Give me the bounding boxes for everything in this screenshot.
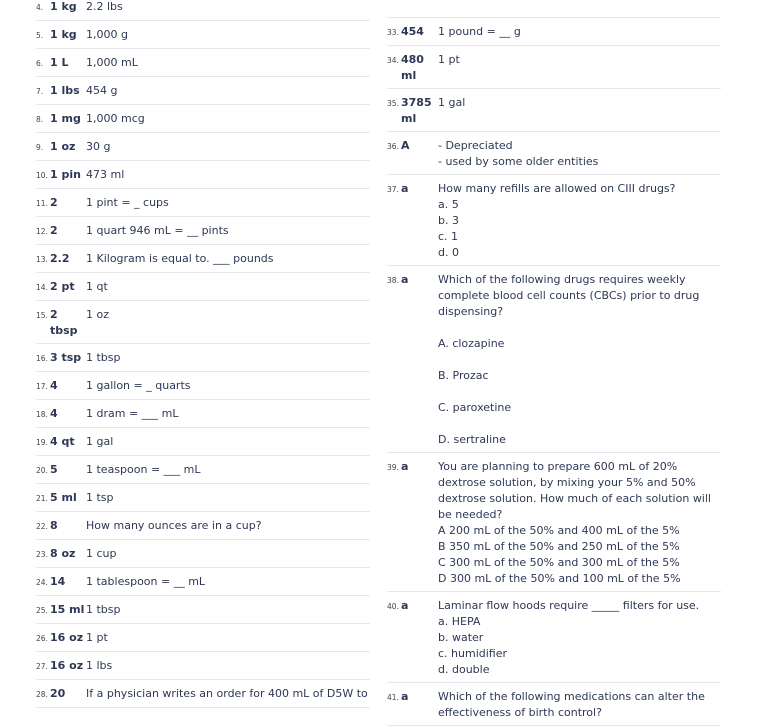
definition-line: c. 1 [438, 230, 459, 243]
definition-line: A 200 mL of the 50% and 400 mL of the 5% [438, 524, 680, 537]
card-number: 18. [36, 410, 48, 419]
definition-line: 1 quart 946 mL = __ pints [86, 224, 229, 237]
card-definition [86, 630, 370, 647]
card-number: 35. [387, 99, 399, 108]
card-term: a [401, 599, 409, 612]
card-definition [86, 658, 370, 675]
card-definition [86, 307, 370, 339]
card-definition [86, 378, 370, 395]
definition-line: 2.2 lbs [86, 0, 123, 13]
definition-line: 1 tsp [86, 491, 114, 504]
card-term: 4 [50, 379, 58, 392]
card-definition [86, 83, 370, 100]
left-column [36, 0, 370, 708]
card-definition [86, 251, 370, 268]
definition-line: 1 oz [86, 308, 109, 321]
definition-line: 1 pt [438, 53, 460, 66]
definition-line: C. paroxetine [438, 401, 512, 414]
card-term: 1 kg [50, 0, 77, 13]
card-term: 1 L [50, 56, 69, 69]
card-definition [86, 462, 370, 479]
card-term: 8 oz [50, 547, 76, 560]
card-definition [86, 223, 370, 240]
card-number: 26. [36, 634, 48, 643]
definition-line: How many refills are allowed on CIII drugs? [438, 182, 676, 195]
flashcard-row [387, 89, 721, 132]
definition-line: Which of the following drugs requires weekly complete blood cell counts (CBCs) prior to drug dispensing? [438, 273, 700, 318]
card-number: 21. [36, 494, 48, 503]
card-term: 2 [50, 224, 58, 237]
definition-line: 1 Kilogram is equal to. ___ pounds [86, 252, 274, 265]
definition-line: 454 g [86, 84, 118, 97]
definition-line: 1 tablespoon = __ mL [86, 575, 206, 588]
definition-line: You are planning to prepare 600 mL of 20% dextrose solution, by mixing your 5% and 50% dextrose solution. How much of each solution will be needed? [438, 460, 711, 521]
definition-line: - used by some older entities [438, 155, 599, 168]
card-term: 8 [50, 519, 58, 532]
card-definition [86, 686, 370, 703]
flashcard-row [36, 400, 370, 428]
definition-line: 1 gal [86, 435, 114, 448]
definition-line: d. 0 [438, 246, 459, 259]
right-column [387, 0, 721, 726]
flashcard-row [36, 540, 370, 568]
card-number: 24. [36, 578, 48, 587]
card-term: 14 [50, 575, 66, 588]
card-term: a [401, 460, 409, 473]
card-definition [438, 598, 721, 678]
flashcard-row [36, 77, 370, 105]
card-term: 3 tsp [50, 351, 82, 364]
card-definition [86, 350, 370, 367]
card-number: 10. [36, 171, 48, 180]
card-term [401, 0, 438, 13]
definition-line: 1 cup [86, 547, 117, 560]
card-definition [86, 574, 370, 591]
definition-line: 30 g [86, 140, 111, 153]
card-number: 39. [387, 463, 399, 472]
card-number: 11. [36, 199, 48, 208]
definition-line: 1 gallon = _ quarts [86, 379, 191, 392]
definition-line: How many ounces are in a cup? [86, 519, 262, 532]
card-term: 5 [50, 463, 58, 476]
card-number: 20. [36, 466, 48, 475]
card-term: a [401, 690, 409, 703]
flashcard-row [36, 568, 370, 596]
definition-line: 1 tbsp [86, 603, 121, 616]
card-definition [86, 434, 370, 451]
card-term: 16 oz [50, 659, 84, 672]
card-definition [438, 689, 721, 721]
definition-line: d. double [438, 663, 490, 676]
definition-line: 1,000 g [86, 28, 128, 41]
card-number: 8. [36, 115, 44, 124]
definition-line: - Depreciated [438, 139, 513, 152]
flashcard-row [36, 217, 370, 245]
card-definition [86, 195, 370, 212]
card-definition [438, 181, 721, 261]
card-number: 19. [36, 438, 48, 447]
card-term: 3785 ml [401, 96, 432, 125]
card-term: 1 kg [50, 28, 77, 41]
flashcard-row [387, 46, 721, 89]
definition-line: 1,000 mcg [86, 112, 145, 125]
flashcard-row [387, 0, 721, 18]
card-number: 27. [36, 662, 48, 671]
card-definition [86, 490, 370, 507]
definition-line: 1 teaspoon = ___ mL [86, 463, 201, 476]
card-term: 1 pin [50, 168, 81, 181]
definition-line: 1 qt [86, 280, 108, 293]
card-number: 7. [36, 87, 44, 96]
card-definition [86, 55, 370, 72]
card-number: 17. [36, 382, 48, 391]
definition-line [438, 320, 721, 336]
card-number: 41. [387, 693, 399, 702]
card-number: 14. [36, 283, 48, 292]
card-definition [86, 279, 370, 296]
flashcard-row [36, 245, 370, 273]
card-definition [438, 24, 721, 41]
card-number: 12. [36, 227, 48, 236]
card-number: 34. [387, 56, 399, 65]
definition-line: 1 dram = ___ mL [86, 407, 179, 420]
card-number: 22. [36, 522, 48, 531]
definition-line: Which of the following medications can alter the effectiveness of birth control? [438, 690, 705, 719]
definition-line: 473 ml [86, 168, 125, 181]
card-definition [438, 95, 721, 127]
flashcard-row [36, 456, 370, 484]
card-number: 36. [387, 142, 399, 151]
card-term: 2.2 [50, 252, 70, 265]
card-definition [438, 0, 721, 13]
card-number: 33. [387, 28, 399, 37]
card-term: A [401, 139, 410, 152]
flashcard-row [36, 21, 370, 49]
definition-line: b. water [438, 631, 484, 644]
definition-line: 1 pint = _ cups [86, 196, 169, 209]
card-number: 28. [36, 690, 48, 699]
card-term: 454 [401, 25, 424, 38]
flashcard-row [387, 453, 721, 592]
card-definition [86, 111, 370, 128]
card-definition [86, 27, 370, 44]
card-term: a [401, 182, 409, 195]
card-term: 1 oz [50, 140, 76, 153]
flashcard-row [36, 161, 370, 189]
card-term: 2 [50, 196, 58, 209]
card-number: 25. [36, 606, 48, 615]
flashcard-row [387, 18, 721, 46]
definition-line [438, 0, 721, 13]
flashcard-row [36, 49, 370, 77]
card-definition [86, 406, 370, 423]
card-term: 1 mg [50, 112, 81, 125]
definition-line: a. 5 [438, 198, 459, 211]
card-number: 38. [387, 276, 399, 285]
definition-line: D 300 mL of the 50% and 100 mL of the 5% [438, 572, 681, 585]
card-term: 5 ml [50, 491, 77, 504]
card-number: 6. [36, 59, 44, 68]
definition-line: c. humidifier [438, 647, 508, 660]
flashcard-row [36, 624, 370, 652]
definition-line: 1 pt [86, 631, 108, 644]
definition-line: Laminar flow hoods require _____ filters for use. [438, 599, 700, 612]
flashcard-row [387, 175, 721, 266]
card-number: 15. [36, 311, 48, 320]
card-definition [86, 546, 370, 563]
card-number: 37. [387, 185, 399, 194]
flashcard-row [36, 273, 370, 301]
card-number: 9. [36, 143, 44, 152]
flashcard-row [36, 344, 370, 372]
flashcard-row [36, 652, 370, 680]
flashcard-row [36, 133, 370, 161]
card-term: 1 lbs [50, 84, 80, 97]
flashcard-row [36, 680, 370, 708]
card-number: 13. [36, 255, 48, 264]
card-term: a [401, 273, 409, 286]
definition-line [438, 352, 721, 368]
card-definition [438, 52, 721, 84]
flashcard-row [36, 428, 370, 456]
definition-line: 1,000 mL [86, 56, 138, 69]
card-definition [86, 602, 370, 619]
card-term: 20 [50, 687, 66, 700]
card-definition [438, 272, 721, 448]
flashcard-row [36, 105, 370, 133]
card-number: 23. [36, 550, 48, 559]
card-term: 480 ml [401, 53, 424, 82]
definition-line: D. sertraline [438, 433, 506, 446]
flashcard-row [36, 0, 370, 21]
card-definition [438, 459, 721, 587]
card-definition [86, 518, 370, 535]
definition-line: 1 gal [438, 96, 466, 109]
card-term: 2 tbsp [50, 308, 78, 337]
card-term: 16 oz [50, 631, 84, 644]
card-definition [438, 138, 721, 170]
card-number: 16. [36, 354, 48, 363]
flashcard-row [36, 484, 370, 512]
definition-line: a. HEPA [438, 615, 481, 628]
flashcard-row [387, 683, 721, 726]
definition-line: B. Prozac [438, 369, 489, 382]
card-number [387, 0, 401, 13]
flashcard-row [387, 266, 721, 453]
card-number: 40. [387, 602, 399, 611]
card-term: 15 ml [50, 603, 85, 616]
card-number: 4. [36, 3, 44, 12]
flashcard-row [387, 132, 721, 175]
definition-line [438, 384, 721, 400]
flashcard-row [36, 189, 370, 217]
definition-line: 1 tbsp [86, 351, 121, 364]
card-definition [86, 167, 370, 184]
definition-line: B 350 mL of the 50% and 250 mL of the 5% [438, 540, 680, 553]
card-term: 4 qt [50, 435, 75, 448]
definition-line [438, 416, 721, 432]
definition-line: 1 lbs [86, 659, 113, 672]
card-term: 4 [50, 407, 58, 420]
flashcard-row [36, 372, 370, 400]
card-number: 5. [36, 31, 44, 40]
definition-line: A. clozapine [438, 337, 505, 350]
card-term: 2 pt [50, 280, 75, 293]
flashcard-row [36, 596, 370, 624]
definition-line: 1 pound = __ g [438, 25, 521, 38]
flashcard-row [387, 592, 721, 683]
flashcard-row [36, 512, 370, 540]
definition-line: b. 3 [438, 214, 459, 227]
definition-line: If a physician writes an order for 400 mL of D5W to [86, 687, 368, 700]
card-definition [86, 139, 370, 156]
definition-line: C 300 mL of the 50% and 300 mL of the 5% [438, 556, 680, 569]
card-definition [86, 0, 370, 16]
flashcard-row [36, 301, 370, 344]
